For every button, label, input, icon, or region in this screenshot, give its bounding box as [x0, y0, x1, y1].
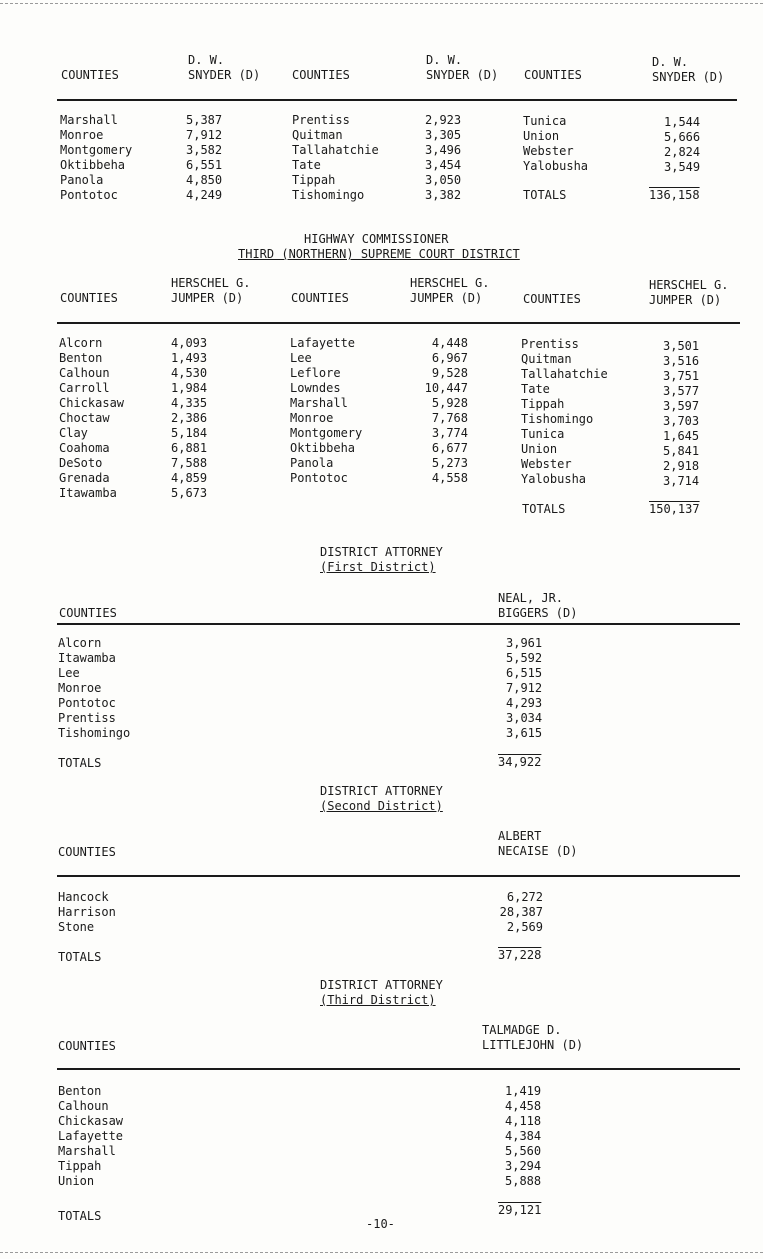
county-name: Union	[523, 129, 560, 143]
county-name: Webster	[523, 144, 574, 158]
county-name: Calhoun	[59, 366, 110, 380]
vote-count: 3,382	[425, 188, 462, 202]
vote-count: 3,615	[506, 726, 543, 740]
county-name: Grenada	[59, 471, 110, 485]
header-rule	[57, 1068, 740, 1070]
county-name: Lee	[58, 666, 80, 680]
county-name: Choctaw	[59, 411, 110, 425]
vote-list	[505, 1084, 541, 1189]
vote-list	[171, 336, 207, 501]
vote-count: 2,918	[663, 459, 700, 473]
county-name: Montgomery	[60, 143, 133, 157]
column-header-candidate: NEAL, JR. BIGGERS (D)	[498, 591, 578, 620]
column-header-counties: COUNTIES	[292, 68, 350, 82]
vote-count: 5,560	[505, 1144, 542, 1158]
header-rule	[57, 623, 740, 625]
vote-list	[186, 113, 222, 203]
vote-count: 1,984	[171, 381, 208, 395]
vote-count: 5,592	[506, 651, 543, 665]
vote-count: 9,528	[431, 366, 468, 380]
county-name: Quitman	[292, 128, 343, 142]
county-name: Montgomery	[290, 426, 363, 440]
vote-count: 1,419	[505, 1084, 542, 1098]
vote-count: 5,666	[664, 130, 701, 144]
vote-count: 3,751	[663, 369, 700, 383]
totals-value: 150,137	[649, 502, 700, 516]
column-header-counties: COUNTIES	[58, 845, 116, 859]
vote-count: 3,714	[663, 474, 700, 488]
vote-count: 3,961	[506, 636, 543, 650]
vote-count: 4,293	[506, 696, 543, 710]
county-name: Tunica	[521, 427, 565, 441]
vote-count: 3,549	[664, 160, 701, 174]
county-name: DeSoto	[59, 456, 103, 470]
vote-count: 4,335	[171, 396, 208, 410]
county-name: Alcorn	[58, 636, 102, 650]
vote-count: 3,496	[425, 143, 462, 157]
vote-count: 3,501	[663, 339, 700, 353]
column-header-candidate: D. W. SNYDER (D)	[426, 53, 499, 82]
vote-count: 6,677	[431, 441, 468, 455]
totals-value: 136,158	[649, 188, 700, 202]
county-name: Tunica	[523, 114, 567, 128]
column-header-counties: COUNTIES	[523, 292, 581, 306]
vote-count: 4,458	[505, 1099, 542, 1113]
county-name: Lowndes	[290, 381, 341, 395]
county-list	[290, 336, 362, 486]
header-rule	[57, 322, 740, 324]
vote-count: 3,516	[663, 354, 700, 368]
county-name: Stone	[58, 920, 95, 934]
section-subtitle: THIRD (NORTHERN) SUPREME COURT DISTRICT	[238, 247, 520, 261]
county-name: Coahoma	[59, 441, 110, 455]
column-header-candidate: HERSCHEL G. JUMPER (D)	[171, 276, 251, 305]
vote-count: 5,888	[505, 1174, 542, 1188]
column-header-counties: COUNTIES	[524, 68, 582, 82]
county-name: Carroll	[59, 381, 110, 395]
vote-count: 4,093	[171, 336, 208, 350]
county-name: Pontotoc	[290, 471, 348, 485]
county-name: Benton	[59, 351, 103, 365]
county-list	[58, 890, 116, 935]
county-list	[523, 114, 588, 174]
vote-list	[425, 113, 461, 203]
vote-count: 2,824	[664, 145, 701, 159]
vote-count: 2,569	[506, 920, 543, 934]
vote-count: 7,912	[506, 681, 543, 695]
bottom-dashed-edge	[0, 1252, 763, 1253]
vote-count: 4,448	[431, 336, 468, 350]
section-title: DISTRICT ATTORNEY	[320, 545, 443, 559]
vote-count: 6,272	[506, 890, 543, 904]
vote-count: 5,184	[171, 426, 208, 440]
county-name: Tishomingo	[58, 726, 131, 740]
county-name: Lee	[290, 351, 312, 365]
county-name: Prentiss	[58, 711, 116, 725]
vote-count: 5,273	[431, 456, 468, 470]
county-name: Quitman	[521, 352, 572, 366]
vote-count: 4,118	[505, 1114, 542, 1128]
section-subtitle: (Third District)	[320, 993, 436, 1007]
totals-value: 34,922	[498, 755, 542, 769]
vote-count: 6,551	[186, 158, 223, 172]
vote-count: 3,774	[431, 426, 468, 440]
county-name: Tippah	[292, 173, 336, 187]
vote-count: 1,645	[663, 429, 700, 443]
county-name: Calhoun	[58, 1099, 109, 1113]
vote-count: 7,588	[171, 456, 208, 470]
county-name: Tallahatchie	[521, 367, 608, 381]
vote-count: 4,530	[171, 366, 208, 380]
section-title: DISTRICT ATTORNEY	[320, 784, 443, 798]
vote-count: 2,923	[425, 113, 462, 127]
vote-count: 7,912	[186, 128, 223, 142]
vote-count: 5,673	[171, 486, 208, 500]
county-name: Marshall	[290, 396, 348, 410]
vote-list	[498, 890, 543, 935]
county-name: Prentiss	[521, 337, 579, 351]
county-name: Tate	[292, 158, 321, 172]
county-name: Union	[521, 442, 558, 456]
vote-count: 6,967	[431, 351, 468, 365]
county-name: Tippah	[58, 1159, 102, 1173]
county-name: Harrison	[58, 905, 116, 919]
county-name: Tate	[521, 382, 550, 396]
county-name: Clay	[59, 426, 88, 440]
totals-value: 29,121	[498, 1203, 542, 1217]
county-name: Chickasaw	[58, 1114, 124, 1128]
county-list	[58, 636, 130, 741]
vote-count: 3,050	[425, 173, 462, 187]
section-subtitle: (First District)	[320, 560, 436, 574]
totals-label: TOTALS	[523, 188, 567, 202]
vote-list	[418, 336, 468, 486]
county-name: Marshall	[58, 1144, 116, 1158]
county-name: Webster	[521, 457, 572, 471]
county-name: Pontotoc	[58, 696, 116, 710]
vote-count: 6,515	[506, 666, 543, 680]
header-rule	[57, 875, 740, 877]
header-rule	[57, 99, 737, 101]
county-name: Tallahatchie	[292, 143, 379, 157]
column-header-candidate: HERSCHEL G. JUMPER (D)	[410, 276, 490, 305]
vote-count: 3,582	[186, 143, 223, 157]
vote-list	[663, 339, 699, 489]
county-list	[521, 337, 608, 487]
vote-count: 4,249	[186, 188, 223, 202]
vote-list	[664, 115, 700, 175]
column-header-counties: COUNTIES	[59, 606, 117, 620]
vote-count: 3,577	[663, 384, 700, 398]
county-name: Panola	[290, 456, 334, 470]
vote-count: 7,768	[431, 411, 468, 425]
vote-count: 3,454	[425, 158, 462, 172]
column-header-counties: COUNTIES	[58, 1039, 116, 1053]
county-name: Union	[58, 1174, 95, 1188]
county-name: Tishomingo	[292, 188, 365, 202]
vote-count: 4,558	[431, 471, 468, 485]
vote-count: 1,544	[664, 115, 701, 129]
column-header-candidate: D. W. SNYDER (D)	[652, 55, 725, 84]
county-name: Monroe	[58, 681, 102, 695]
county-name: Yalobusha	[521, 472, 587, 486]
vote-count: 5,841	[663, 444, 700, 458]
column-header-candidate: TALMADGE D. LITTLEJOHN (D)	[482, 1023, 584, 1052]
county-name: Itawamba	[58, 651, 116, 665]
vote-count: 3,294	[505, 1159, 542, 1173]
column-header-candidate: ALBERT NECAISE (D)	[498, 829, 578, 858]
totals-value: 37,228	[498, 948, 542, 962]
vote-count: 3,703	[663, 414, 700, 428]
county-name: Yalobusha	[523, 159, 589, 173]
county-name: Itawamba	[59, 486, 117, 500]
county-name: Hancock	[58, 890, 109, 904]
county-name: Benton	[58, 1084, 102, 1098]
vote-count: 2,386	[171, 411, 208, 425]
county-name: Lafayette	[58, 1129, 124, 1143]
totals-label: TOTALS	[58, 756, 102, 770]
county-name: Panola	[60, 173, 104, 187]
column-header-counties: COUNTIES	[291, 291, 349, 305]
column-header-candidate: D. W. SNYDER (D)	[188, 53, 261, 82]
vote-count: 10,447	[424, 381, 468, 395]
county-name: Tippah	[521, 397, 565, 411]
vote-count: 3,305	[425, 128, 462, 142]
totals-label: TOTALS	[58, 950, 102, 964]
vote-count: 5,928	[431, 396, 468, 410]
county-name: Alcorn	[59, 336, 103, 350]
county-name: Monroe	[60, 128, 104, 142]
totals-label: TOTALS	[522, 502, 566, 516]
county-name: Oktibbeha	[290, 441, 356, 455]
vote-count: 3,597	[663, 399, 700, 413]
county-name: Pontotoc	[60, 188, 118, 202]
column-header-candidate: HERSCHEL G. JUMPER (D)	[649, 278, 729, 307]
column-header-counties: COUNTIES	[60, 291, 118, 305]
vote-count: 6,881	[171, 441, 208, 455]
page-number: -10-	[366, 1217, 395, 1231]
totals-label: TOTALS	[58, 1209, 102, 1223]
county-list	[60, 113, 132, 203]
vote-count: 28,387	[499, 905, 543, 919]
county-name: Lafayette	[290, 336, 356, 350]
vote-count: 5,387	[186, 113, 223, 127]
county-list	[58, 1084, 123, 1189]
county-name: Leflore	[290, 366, 341, 380]
county-name: Monroe	[290, 411, 334, 425]
top-dashed-edge	[0, 3, 763, 4]
county-name: Marshall	[60, 113, 118, 127]
vote-count: 3,034	[506, 711, 543, 725]
vote-count: 4,384	[505, 1129, 542, 1143]
vote-count: 4,850	[186, 173, 223, 187]
column-header-counties: COUNTIES	[61, 68, 119, 82]
section-subtitle: (Second District)	[320, 799, 443, 813]
county-list	[59, 336, 124, 501]
vote-count: 1,493	[171, 351, 208, 365]
section-title: DISTRICT ATTORNEY	[320, 978, 443, 992]
county-name: Prentiss	[292, 113, 350, 127]
county-name: Tishomingo	[521, 412, 594, 426]
county-name: Chickasaw	[59, 396, 125, 410]
county-name: Oktibbeha	[60, 158, 126, 172]
county-list	[292, 113, 379, 203]
section-title: HIGHWAY COMMISSIONER	[304, 232, 449, 246]
vote-count: 4,859	[171, 471, 208, 485]
vote-list	[506, 636, 542, 741]
